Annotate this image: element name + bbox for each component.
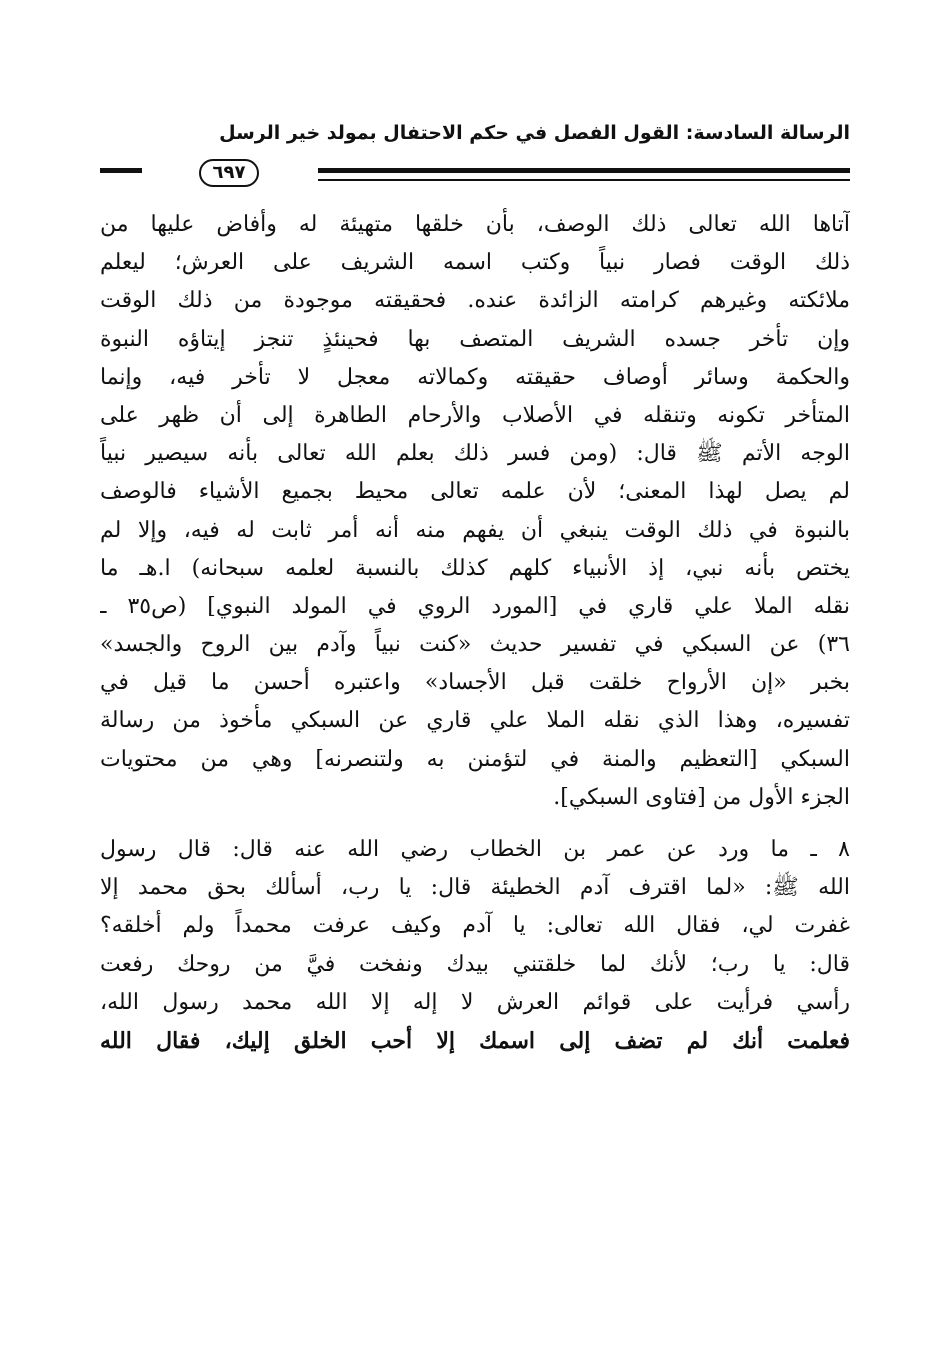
page-number: ٦٩٧ — [199, 159, 260, 187]
text-line: بالنبوة في ذلك الوقت ينبغي أن يفهم منه أنه أمر ثابت له فيه، وإلا لم — [100, 517, 850, 543]
page-number-badge — [146, 158, 312, 188]
text-line: يختص بأنه نبي، إذ الأنبياء كلهم كذلك بالنسبة لعلمه سبحانه) ا.هـ ما — [100, 555, 850, 581]
text-line: تفسيره، وهذا الذي نقله الملا علي قاري عن السبكي مأخوذ من رسالة — [100, 708, 850, 734]
text-line: بخبر «إن الأرواح خلقت قبل الأجساد» واعتبره أحسن ما قيل في — [100, 670, 850, 696]
text-line: ملائكته وغيرهم كرامته الزائدة عنده. فحقيقته موجودة من ذلك الوقت — [100, 288, 850, 314]
header-rule-left-segment — [100, 168, 142, 173]
text-line: الجزء الأول من [فتاوى السبكي]. — [553, 784, 850, 810]
text-line: والحكمة وسائر أوصاف حقيقته وكمالاته معجل لا تأخر فيه، وإنما — [100, 364, 850, 390]
running-header: الرسالة السادسة: القول الفصل في حكم الاحتفال بمولد خير الرسل — [219, 122, 850, 144]
page-body — [100, 206, 850, 1060]
text-line: الوجه الأتم ﷺ قال: (ومن فسر ذلك بعلم الله تعالى بأنه سيصير نبياً — [100, 441, 850, 467]
header-rule — [100, 158, 850, 190]
text-line: آتاها الله تعالى ذلك الوصف، بأن خلقها متهيئة له وأفاض عليها من — [100, 212, 850, 237]
header-rule-thick-line — [318, 168, 850, 173]
paragraph-1 — [100, 206, 850, 817]
text-line: وإن تأخر جسده الشريف المتصف بها فحينئذٍ تنجز إيتاؤه النبوة — [100, 326, 850, 352]
text-line: رأسي فرأيت على قوائم العرش لا إله إلا الله محمد رسول الله، — [100, 989, 850, 1015]
text-line: السبكي [التعظيم والمنة في لتؤمنن به ولتنصرنه] وهي من محتويات — [100, 746, 850, 772]
text-line: نقله الملا علي قاري في [المورد الروي في المولد النبوي] (ص٣٥ ـ — [100, 593, 850, 619]
paragraph-2 — [100, 831, 850, 1060]
text-line: قال: يا رب؛ لأنك لما خلقتني بيدك ونفخت فيَّ من روحك رفعت — [100, 951, 850, 977]
text-line: المتأخر تكونه وتنقله في الأصلاب والأرحام الطاهرة إلى أن ظهر على — [100, 402, 850, 428]
text-line: لم يصل لهذا المعنى؛ لأن علمه تعالى محيط بجميع الأشياء فالوصف — [100, 479, 850, 505]
text-line: فعلمت أنك لم تضف إلى اسمك إلا أحب الخلق إليك، فقال الله — [100, 1027, 850, 1054]
text-line: ٨ ـ ما ورد عن عمر بن الخطاب رضي الله عنه قال: قال رسول — [100, 837, 850, 862]
text-line: ٣٦) عن السبكي في تفسير حديث «كنت نبياً وآدم بين الروح والجسد» — [100, 632, 850, 658]
paragraph-gap — [100, 817, 850, 831]
text-line: الله ﷺ: «لما اقترف آدم الخطيئة قال: يا رب، أسألك بحق محمد إلا — [100, 875, 850, 901]
header-rule-thin-line — [318, 179, 850, 181]
text-line: غفرت لي، فقال الله تعالى: يا آدم وكيف عرفت محمداً ولم أخلقه؟ — [100, 913, 850, 939]
text-line: ذلك الوقت فصار نبياً وكتب اسمه الشريف على العرش؛ ليعلم — [100, 250, 850, 276]
